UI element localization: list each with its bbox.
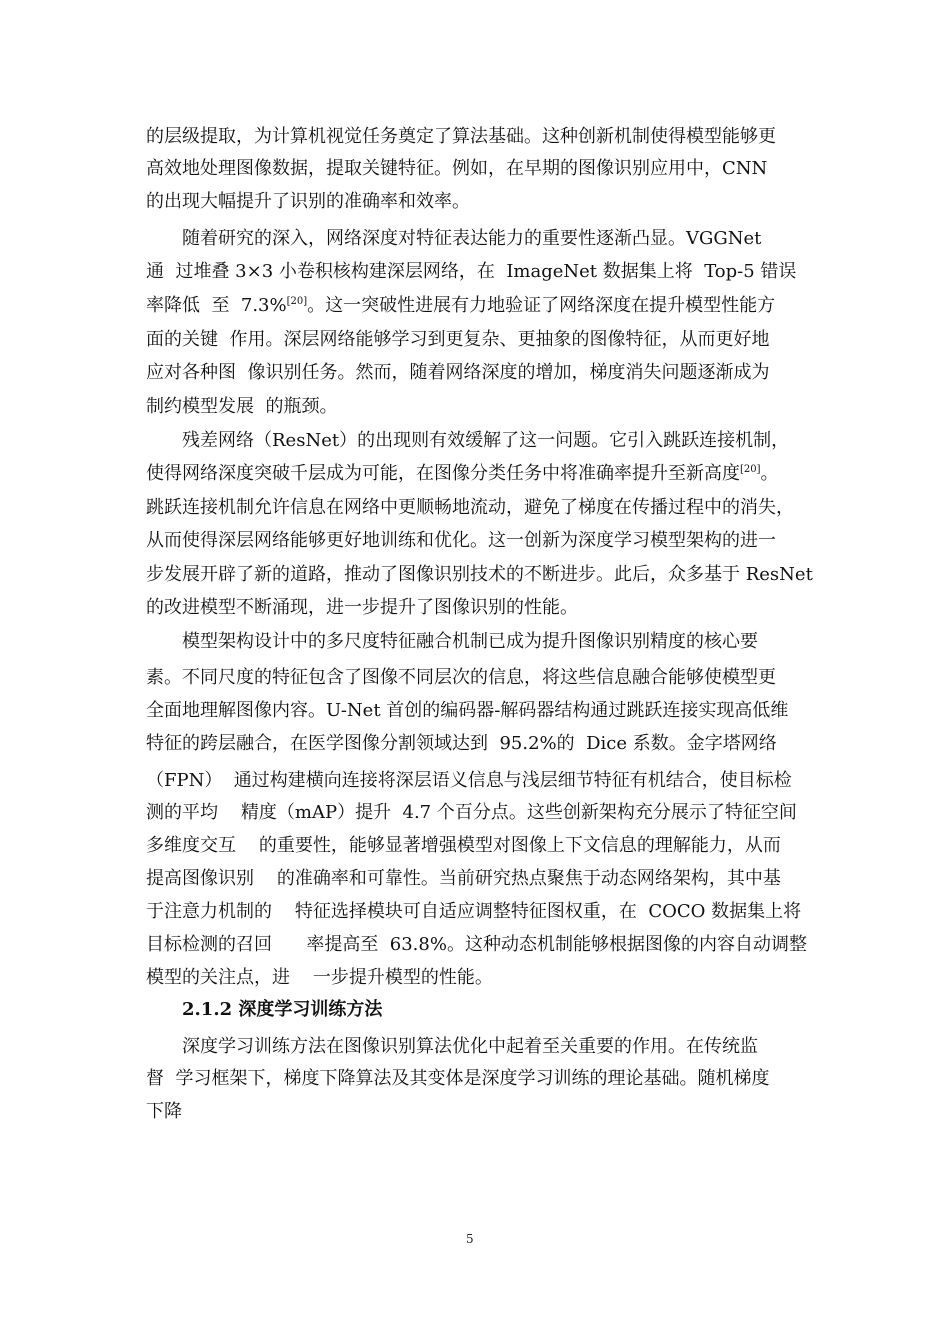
body-text-line: 制约模型发展 的瓶颈。: [146, 396, 338, 417]
body-text-line: 特征的跨层融合，在医学图像分割领域达到 95.2%的 Dice 系数。金字塔网络: [146, 733, 777, 754]
body-text-line: 目标检测的召回 率提高至 63.8%。这种动态机制能够根据图像的内容自动调整: [146, 934, 807, 955]
body-text-line: 模型架构设计中的多尺度特征融合机制已成为提升图像识别精度的核心要: [182, 631, 758, 652]
body-text-segment: 。: [760, 463, 779, 484]
body-text-line: 模型的关注点，进 一步提升模型的性能。: [146, 967, 493, 988]
body-text-line: 全面地理解图像内容。U-Net 首创的编码器-解码器结构通过跳跃连接实现高低维: [146, 700, 789, 721]
body-text-segment: 。这一突破性进展有力地验证了网络深度在提升模型性能方: [307, 295, 776, 316]
body-text-line: 应对各种图 像识别任务。然而，随着网络深度的增加，梯度消失问题逐渐成为: [146, 362, 770, 383]
body-text-line: 提高图像识别 的准确率和可靠性。当前研究热点聚焦于动态网络架构，其中基: [146, 868, 781, 889]
body-text-line: 步发展开辟了新的道路，推动了图像识别技术的不断进步。此后，众多基于 ResNet: [146, 564, 813, 585]
citation-marker: [20]: [740, 464, 761, 475]
body-text-line: 多维度交互 的重要性，能够显著增强模型对图像上下文信息的理解能力，从而: [146, 835, 781, 856]
body-text-line: 从而使得深层网络能够更好地训练和优化。这一创新为深度学习模型架构的进一: [146, 530, 776, 551]
body-text-line: 的改进模型不断涌现，进一步提升了图像识别的性能。: [146, 597, 578, 618]
body-text-line: 下降: [146, 1101, 182, 1122]
body-text-line: 素。不同尺度的特征包含了图像不同层次的信息，将这些信息融合能够使模型更: [146, 667, 776, 688]
section-heading: 2.1.2 深度学习训练方法: [182, 999, 383, 1020]
body-text-line: 的层级提取，为计算机视觉任务奠定了算法基础。这种创新机制使得模型能够更: [146, 126, 776, 147]
body-text-line: 高效地处理图像数据，提取关键特征。例如，在早期的图像识别应用中，CNN: [146, 158, 768, 179]
body-text-line: 深度学习训练方法在图像识别算法优化中起着至关重要的作用。在传统监: [182, 1036, 758, 1057]
body-text-line: 随着研究的深入，网络深度对特征表达能力的重要性逐渐凸显。VGGNet: [182, 228, 762, 249]
page-number: 5: [466, 1232, 474, 1246]
body-text-segment: 率降低 至 7.3%: [146, 295, 287, 316]
body-text-line: 于注意力机制的 特征选择模块可自适应调整特征图权重，在 COCO 数据集上将: [146, 901, 802, 922]
body-text-segment: 使得网络深度突破千层成为可能，在图像分类任务中将准确率提升至新高度: [146, 463, 740, 484]
body-text-line: 的出现大幅提升了识别的准确率和效率。: [146, 191, 470, 212]
body-text-line: 残差网络（ResNet）的出现则有效缓解了这一问题。它引入跳跃连接机制，: [182, 430, 790, 451]
body-text-line-with-citation: [146, 295, 775, 317]
body-text-line: 面的关键 作用。深层网络能够学习到更复杂、更抽象的图像特征，从而更好地: [146, 329, 770, 350]
body-text-line: 督 学习框架下，梯度下降算法及其变体是深度学习训练的理论基础。随机梯度: [146, 1068, 770, 1089]
body-text-line: 跳跃连接机制允许信息在网络中更顺畅地流动，避免了梯度在传播过程中的消失，: [146, 497, 794, 518]
body-text-line-with-citation: [146, 463, 779, 485]
body-text-line: （FPN） 通过构建横向连接将深层语义信息与浅层细节特征有机结合，使目标检: [146, 770, 792, 791]
body-text-line: 通 过堆叠 3×3 小卷积核构建深层网络，在 ImageNet 数据集上将 Top-5 错误: [146, 261, 797, 282]
citation-marker: [20]: [286, 296, 308, 307]
body-text-line: 测的平均 精度（mAP）提升 4.7 个百分点。这些创新架构充分展示了特征空间: [146, 802, 797, 823]
